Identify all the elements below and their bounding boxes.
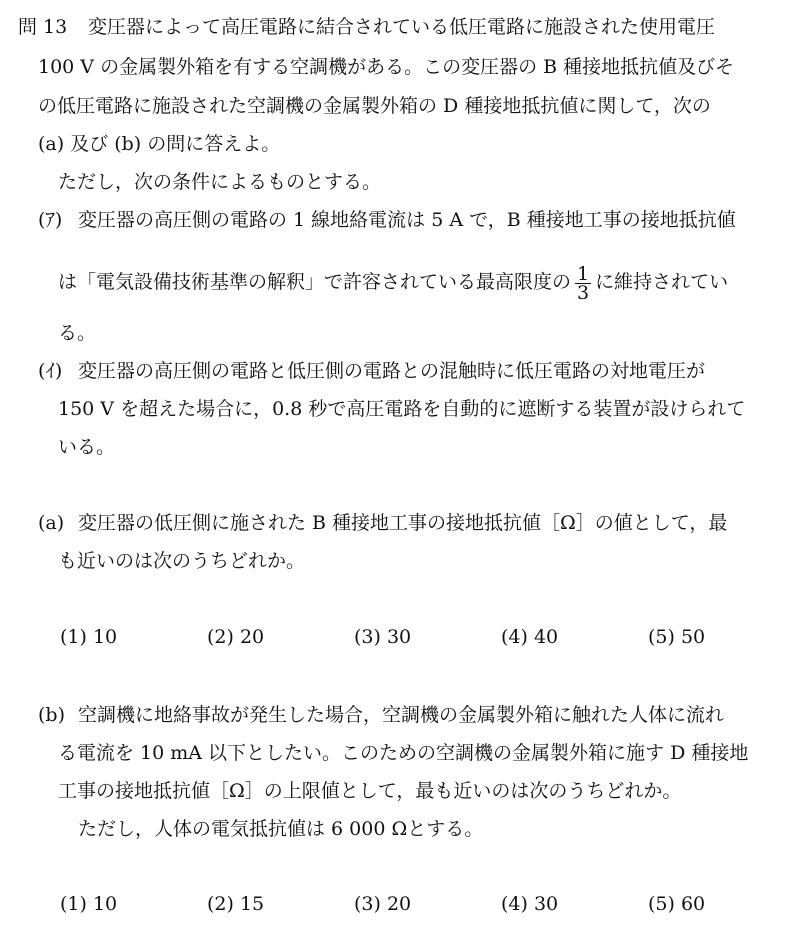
part-b-label: (b) [38,704,65,726]
stem-line-2: 100 V の金属製外箱を有する空調機がある。この変圧器の B 種接地抵抗値及びそ [38,56,735,78]
part-a-choice-4[interactable]: (4) 40 [501,626,559,648]
conditions-intro: ただし，次の条件によるものとする。 [58,171,382,193]
part-b-choice-5[interactable]: (5) 60 [648,893,706,915]
part-b-choice-2[interactable]: (2) 15 [207,893,265,915]
part-a-line-2: も近いのは次のうちどれか。 [58,550,306,572]
question-number: 問 13 [18,16,68,38]
part-a-choice-2[interactable]: (2) 20 [207,626,265,648]
part-a-line-1: 変圧器の低圧側に施された B 種接地工事の接地抵抗値［Ω］の値として，最 [78,512,728,534]
condition-b-line-3: いる。 [58,436,116,458]
part-a-label: (a) [38,512,65,534]
part-a-choice-5[interactable]: (5) 50 [648,626,706,648]
stem-line-4: (a) 及び (b) の問に答えよ。 [38,133,281,155]
stem-line-1: 変圧器によって高圧電路に結合されている低圧電路に施設された使用電圧 [88,16,716,38]
condition-a-line-2-before: は「電気設備技術基準の解釈」で許容されている最高限度の [58,271,572,293]
part-b-line-1: 空調機に地絡事故が発生した場合，空調機の金属製外箱に触れた人体に流れ [78,704,725,726]
part-a-choice-3[interactable]: (3) 30 [354,626,412,648]
condition-b-line-2: 150 V を超えた場合に，0.8 秒で高圧電路を自動的に遮断する装置が設けられて [58,398,746,420]
part-b-choice-1[interactable]: (1) 10 [60,893,118,915]
part-b-choice-3[interactable]: (3) 20 [354,893,412,915]
part-b-line-3: 工事の接地抵抗値［Ω］の上限値として，最も近いのは次のうちどれか。 [58,780,682,802]
stem-line-3: の低圧電路に施設された空調機の金属製外箱の D 種接地抵抗値に関して，次の [38,95,711,117]
fraction-denominator: 3 [577,281,590,304]
part-b-choice-4[interactable]: (4) 30 [501,893,559,915]
condition-a-line-2-after: に維持されてい [595,271,729,293]
condition-a-line-2 [58,262,728,302]
part-a-choice-1[interactable]: (1) 10 [60,626,118,648]
fraction-one-third [575,262,591,304]
part-b-line-4: ただし，人体の電気抵抗値は 6 000 Ωとする。 [78,818,484,840]
part-b-line-2: る電流を 10 mA 以下としたい。このための空調機の金属製外箱に施す D 種接地 [58,742,749,764]
fraction-numerator: 1 [577,262,590,285]
condition-a-label: (ｱ) [38,209,63,231]
condition-b-label: (ｲ) [38,360,63,382]
condition-a-line-1: 変圧器の高圧側の電路の 1 線地絡電流は 5 A で，B 種接地工事の接地抵抗値 [78,209,736,231]
condition-b-line-1: 変圧器の高圧側の電路と低圧側の電路との混触時に低圧電路の対地電圧が [78,360,706,382]
condition-a-line-3: る。 [58,322,97,344]
